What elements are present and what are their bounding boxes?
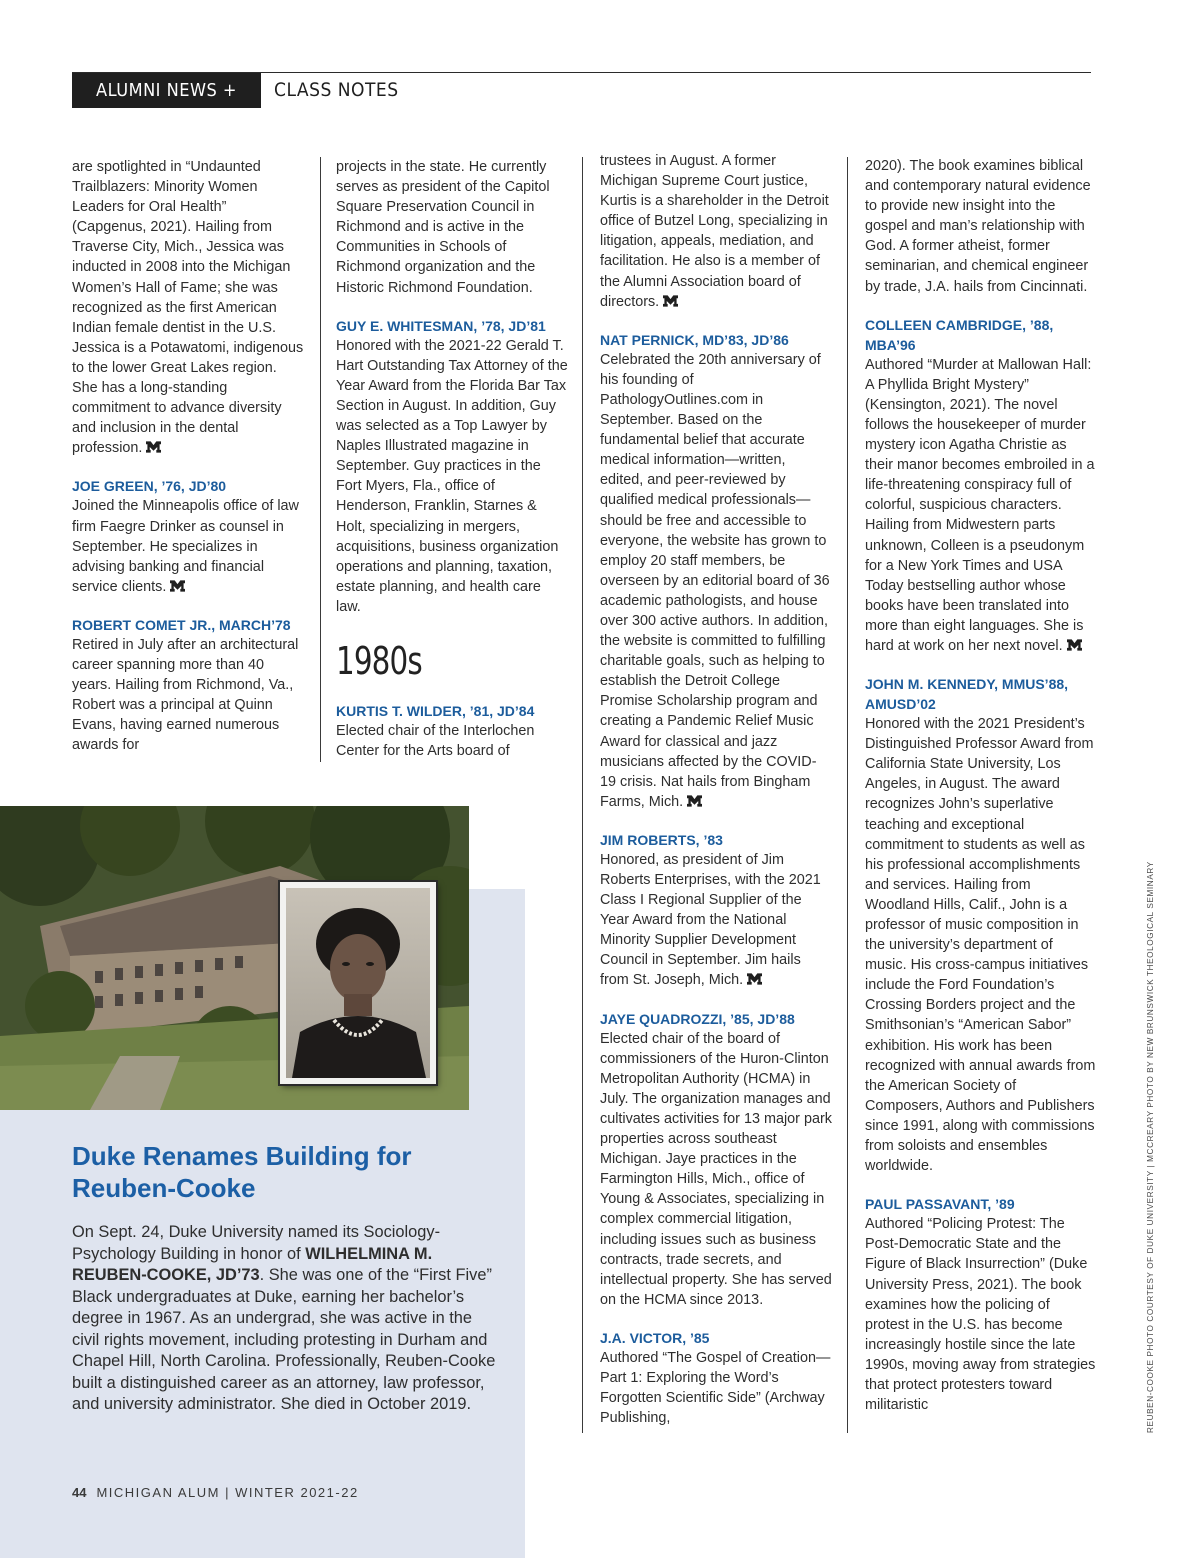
- notes-column-1: [72, 157, 304, 755]
- column-rule-4: [847, 157, 848, 1433]
- note-name: JAYE QUADROZZI, ’85, JD’88: [600, 1010, 795, 1027]
- block-m-icon: [687, 795, 702, 807]
- notes-column-2: [336, 157, 568, 761]
- block-m-icon: [747, 973, 762, 985]
- photo-credit: REUBEN-COOKE PHOTO COURTESY OF DUKE UNIVERSITY | MCCREARY PHOTO BY NEW BRUNSWICK THEOLOGICAL SEMINARY: [1146, 861, 1155, 1433]
- publication-line: MICHIGAN ALUM | WINTER 2021-22: [96, 1485, 359, 1500]
- note-text: Elected chair of the Interlochen Center for the Arts board of: [336, 722, 535, 760]
- notes-column-3: [600, 151, 832, 1428]
- feature-body: On Sept. 24, Duke University named its Sociology-Psychology Building in honor of WILHELMINA M. REUBEN-COOKE, JD’73. She was one of the “First Five” Black undergraduates at Duke, earning her bachelor’s degree in 1967. As an undergrad, she was active in the civil rights movement, including protesting in Durham and Chapel Hill, North Carolina. Professionally, Reuben-Cooke built a distinguished career as an attorney, law professor, and university administrator. She died in October 2019.: [72, 1223, 496, 1413]
- note-name: PAUL PASSAVANT, ’89: [865, 1196, 1015, 1213]
- note-name: JOE GREEN, ’76, JD’80: [72, 478, 227, 495]
- section-name: CLASS NOTES: [274, 79, 399, 101]
- note-text: Authored “Policing Protest: The Post-Democratic State and the Figure of Black Insurrection” (Duke University Press, 2021). The book examines how the policing of protest in the U.S. has become increasingly hostile since the late 1990s, moving away from strategies that protect protesters toward militaristic: [865, 1216, 1096, 1414]
- note-text: Joined the Minneapolis office of law firm Faegre Drinker as counsel in September. He specializes in advising banking and financial service clients.: [72, 498, 299, 595]
- note-text: Honored with the 2021-22 Gerald T. Hart Outstanding Tax Attorney of the Year Award from the Florida Bar Tax Section in August. In addition, Guy was selected as a Top Lawyer by Naples Illustrated magazine in September. Guy practices in the Fort Myers, Fla., office of Henderson, Franklin, Starnes & Holt, specializing in mergers, acquisitions, business organization operations and planning, taxation, estate planning, and health care law.: [336, 337, 568, 615]
- note-name: COLLEEN CAMBRIDGE, ’88, MBA’96: [865, 316, 1054, 353]
- note-name: NAT PERNICK, MD’83, JD’86: [600, 331, 789, 348]
- note-text: Retired in July after an architectural career spanning more than 40 years. Hailing from Richmond, Va., Robert was a principal at Quinn Evans, having earned numerous awards for: [72, 636, 299, 754]
- note-text: Celebrated the 20th anniversary of his founding of PathologyOutlines.com in September. Based on the fundamental belief that accurate medical information—written, edited, and peer-reviewed by qualified medical professionals—should be free and accessible to everyone, the website has grown to employ 20 staff members, be overseen by an editorial board of 36 academic pathologists, and house over 300 active authors. In addition, the website is committed to fulfilling charitable goals, such as helping to establish the Detroit College Promise Scholarship program and creating a Pandemic Relief Music Award for classical and jazz musicians affected by the COVID-19 crisis. Nat hails from Bingham Farms, Mich.: [600, 351, 830, 810]
- page-footer: [72, 1485, 359, 1500]
- page-number: 44: [72, 1485, 87, 1500]
- note-name: J.A. VICTOR, ’85: [600, 1329, 710, 1346]
- note-text: Authored “The Gospel of Creation—Part 1: Exploring the Word’s Forgotten Scientific Side” (Archway Publishing,: [600, 1349, 831, 1427]
- block-m-icon: [663, 295, 678, 307]
- note-text: Elected chair of the board of commissioners of the Huron-Clinton Metropolitan Authority (HCMA) in July. The organization manages and cultivates activities for 13 major park properties across southeast Michigan. Jaye practices in the Farmington Hills, Mich., office of Young & Associates, specializing in complex commercial litigation, including issues such as business contracts, trade secrets, and intellectual property. She has served on the HCMA since 2013.: [600, 1030, 832, 1308]
- note-name: ROBERT COMET JR., MARCH’78: [72, 616, 291, 633]
- block-m-icon: [146, 441, 161, 453]
- note-name: JOHN M. KENNEDY, MMUS’88, AMUSD’02: [865, 676, 1069, 713]
- notes-column-4: [865, 156, 1097, 1415]
- continued-note: 2020). The book examines biblical and contemporary natural evidence to provide new insight into the gospel and man’s relationship with God. A former atheist, former seminarian, and chemical engineer by trade, J.A. hails from Cincinnati.: [865, 158, 1091, 295]
- portrait-photo: [280, 882, 436, 1084]
- column-rule-2: [320, 157, 321, 762]
- note-text: Honored, as president of Jim Roberts Enterprises, with the 2021 Class I Regional Supplier of the Year Award from the National Minority Supplier Development Council in September. Jim hails from St. Joseph, Mich.: [600, 851, 821, 989]
- feature-title: Duke Renames Building for Reuben-Cooke: [72, 1141, 412, 1203]
- note-name: GUY E. WHITESMAN, ’78, JD’81: [336, 317, 546, 334]
- section-tab[interactable]: ALUMNI NEWS + NOTES: [72, 73, 261, 108]
- column-rule-3: [582, 157, 583, 1433]
- note-text: Authored “Murder at Mallowan Hall: A Phyllida Bright Mystery” (Kensington, 2021). The novel follows the housekeeper of murder mystery icon Agatha Christie as their manor becomes embroiled in a life-threatening conspiracy full of colorful, suspicious characters. Hailing from Midwestern parts unknown, Colleen is a pseudonym for a New York Times and USA Today bestselling author whose books have been translated into more than eight languages. She is hard at work on her next novel.: [865, 356, 1095, 654]
- continued-note: trustees in August. A former Michigan Supreme Court justice, Kurtis is a shareholder in the Detroit office of Butzel Long, specializing in litigation, appeals, mediation, and facilitation. He also is a member of the Alumni Association board of directors.: [600, 153, 829, 310]
- decade-heading: 1980s: [336, 638, 422, 683]
- block-m-icon: [170, 580, 185, 592]
- continued-note: are spotlighted in “Undaunted Trailblazers: Minority Women Leaders for Oral Health” (Capgenus, 2021). Hailing from Traverse City, Mich., Jessica was inducted in 2008 into the Michigan Women’s Hall of Fame; she was recognized as the first American Indian female dentist in the U.S. Jessica is a Potawatomi, indigenous to the lower Great Lakes region. She has a long-standing commitment to advance diversity and inclusion in the dental profession.: [72, 159, 304, 457]
- continued-note: projects in the state. He currently serves as president of the Capitol Square Preservation Council in Richmond and is active in the Communities in Schools of Richmond organization and the Historic Richmond Foundation.: [336, 159, 550, 296]
- portrait-image: [280, 882, 436, 1084]
- note-name: JIM ROBERTS, ’83: [600, 831, 723, 848]
- note-name: KURTIS T. WILDER, ’81, JD’84: [336, 702, 535, 719]
- block-m-icon: [1067, 639, 1082, 651]
- honoree-name: WILHELMINA M. REUBEN-COOKE, JD’73: [72, 1244, 433, 1284]
- note-text: Honored with the 2021 President’s Distinguished Professor Award from California State University, Los Angeles, in August. The award recognizes John’s superlative teaching and exceptional commitment to students as well as his professional accomplishments and services. Hailing from Woodland Hills, Calif., John is a professor of music composition in the university’s department of music. His cross-campus initiatives include the Ford Foundation’s Crossing Borders project and the Smithsonian’s “American Sabor” exhibition. His work has been recognized with annual awards from the American Society of Composers, Authors and Publishers since 1991, along with commissions from soloists and ensembles worldwide.: [865, 716, 1096, 1175]
